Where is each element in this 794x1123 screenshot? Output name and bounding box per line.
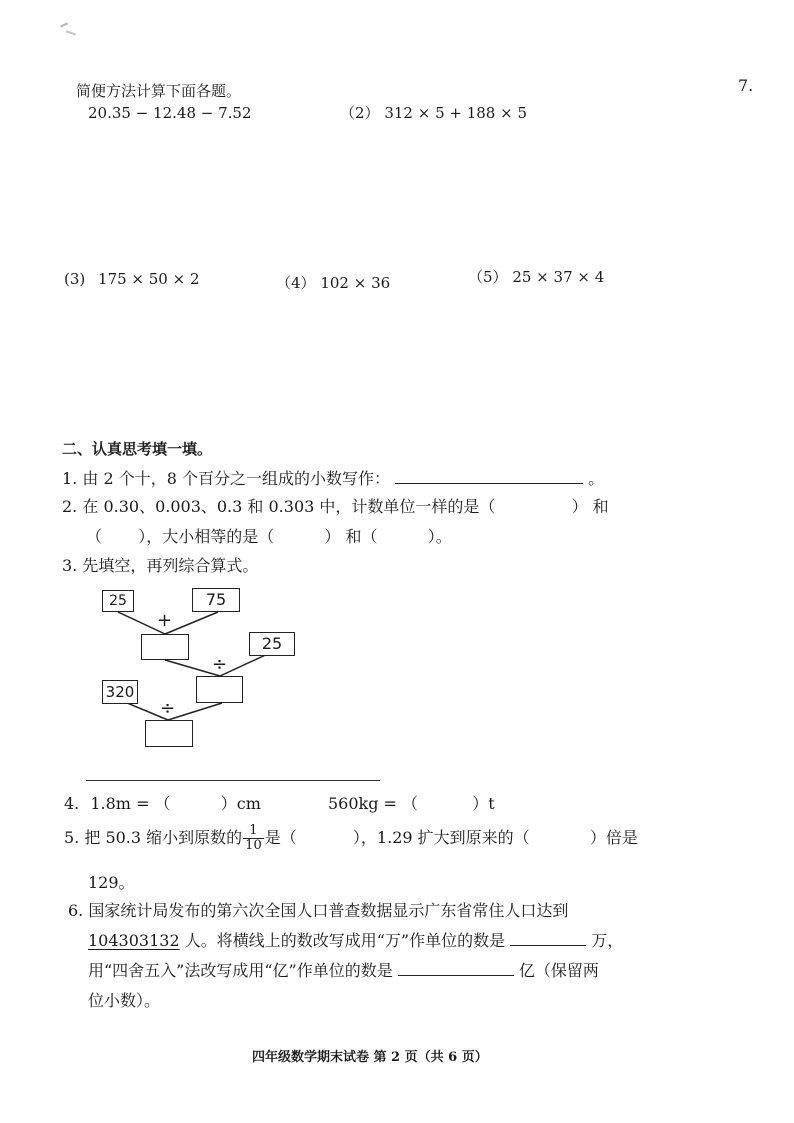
problem-4: [276, 272, 390, 293]
question-5-line2: 129。: [88, 873, 135, 892]
tree-box-75: 75: [192, 588, 240, 612]
question-6-line4: 位小数）。: [88, 991, 161, 1010]
tree-answer-box-3[interactable]: [145, 720, 193, 747]
problem-label: (3): [64, 270, 86, 288]
plus-sign: +: [157, 610, 173, 631]
question-number: 5.: [64, 828, 80, 847]
problem-expr: 102 × 36: [320, 274, 391, 292]
question-6-line2: 104303132 人。将横线上的数改写成用“万”作单位的数是 万，: [88, 931, 624, 950]
question-text: 在 0.30、0.003、0.3 和 0.303 中，计数单位一样的是（: [82, 497, 496, 516]
tree-answer-box-1[interactable]: [141, 634, 189, 660]
scan-speck: [60, 22, 68, 27]
answer-blank[interactable]: [398, 961, 514, 976]
tree-box-25-right: 25: [249, 632, 295, 656]
answer-blank[interactable]: [395, 469, 583, 484]
question-number: 2.: [62, 497, 78, 516]
question-number: 1.: [62, 469, 78, 488]
question-text: 由 2 个十，8 个百分之一组成的小数写作：: [82, 469, 390, 488]
underlined-number: 104303132: [88, 931, 180, 950]
question-4: 4. 1.8m = （ ）cm 560kg = （ ）t: [64, 794, 495, 813]
question-1: 1. 由 2 个十，8 个百分之一组成的小数写作： 。: [62, 469, 605, 488]
divide-sign: ÷: [160, 698, 176, 719]
question-number: 4.: [64, 794, 80, 813]
problem-expr: 25 × 37 × 4: [512, 268, 605, 286]
problem-expr: 312 × 5 + 188 × 5: [384, 104, 527, 122]
tree-answer-box-2[interactable]: [196, 676, 243, 703]
section2-title: 二、认真思考填一填。: [62, 440, 213, 458]
scan-speck: [66, 30, 76, 35]
problem-label: （5）: [468, 268, 508, 286]
tree-box-25-top: 25: [102, 590, 134, 612]
question-2-line1: 2. 在 0.30、0.003、0.3 和 0.303 中，计数单位一样的是（ ） 和: [62, 497, 609, 516]
problem-expr: 175 × 50 × 2: [98, 270, 200, 288]
tree-box-320: 320: [102, 680, 138, 704]
problem-3: [64, 270, 200, 288]
question-3: [62, 553, 258, 576]
problem-2: [340, 102, 527, 123]
answer-blank[interactable]: [510, 931, 586, 946]
problem-label: （2）: [340, 104, 380, 122]
answer-line[interactable]: [86, 780, 380, 781]
problem-label: （4）: [276, 274, 316, 292]
problem-expr: 20.35 − 12.48 − 7.52: [88, 104, 252, 122]
divide-sign: ÷: [212, 654, 228, 675]
question-text: 先填空，再列综合算式。: [82, 556, 259, 575]
question-6-line1: 6. 国家统计局发布的第六次全国人口普查数据显示广东省常住人口达到: [68, 901, 569, 920]
question-2-line2: （ ），大小相等的是（ ） 和（ ）。: [86, 527, 452, 546]
section1-title: 简便方法计算下面各题。: [76, 82, 242, 100]
problem-5: [468, 266, 604, 287]
question-number: 3.: [62, 556, 78, 575]
page-footer: 四年级数学期末试卷 第 2 页（共 6 页）: [252, 1050, 488, 1065]
question-number: 6.: [68, 901, 84, 920]
question-6-line3: 用“四舍五入”法改写成用“亿”作单位的数是 亿（保留两: [88, 961, 599, 980]
question-5-line1: 5. 把 50.3 缩小到原数的 $\frac{1}{10}$ 是（ ），1.29 扩大到原来的（ ）倍是: [64, 823, 638, 853]
page-number: 7.: [738, 76, 754, 95]
problem-1: [88, 104, 252, 122]
fraction: $\frac{1}{10}$: [245, 823, 262, 853]
